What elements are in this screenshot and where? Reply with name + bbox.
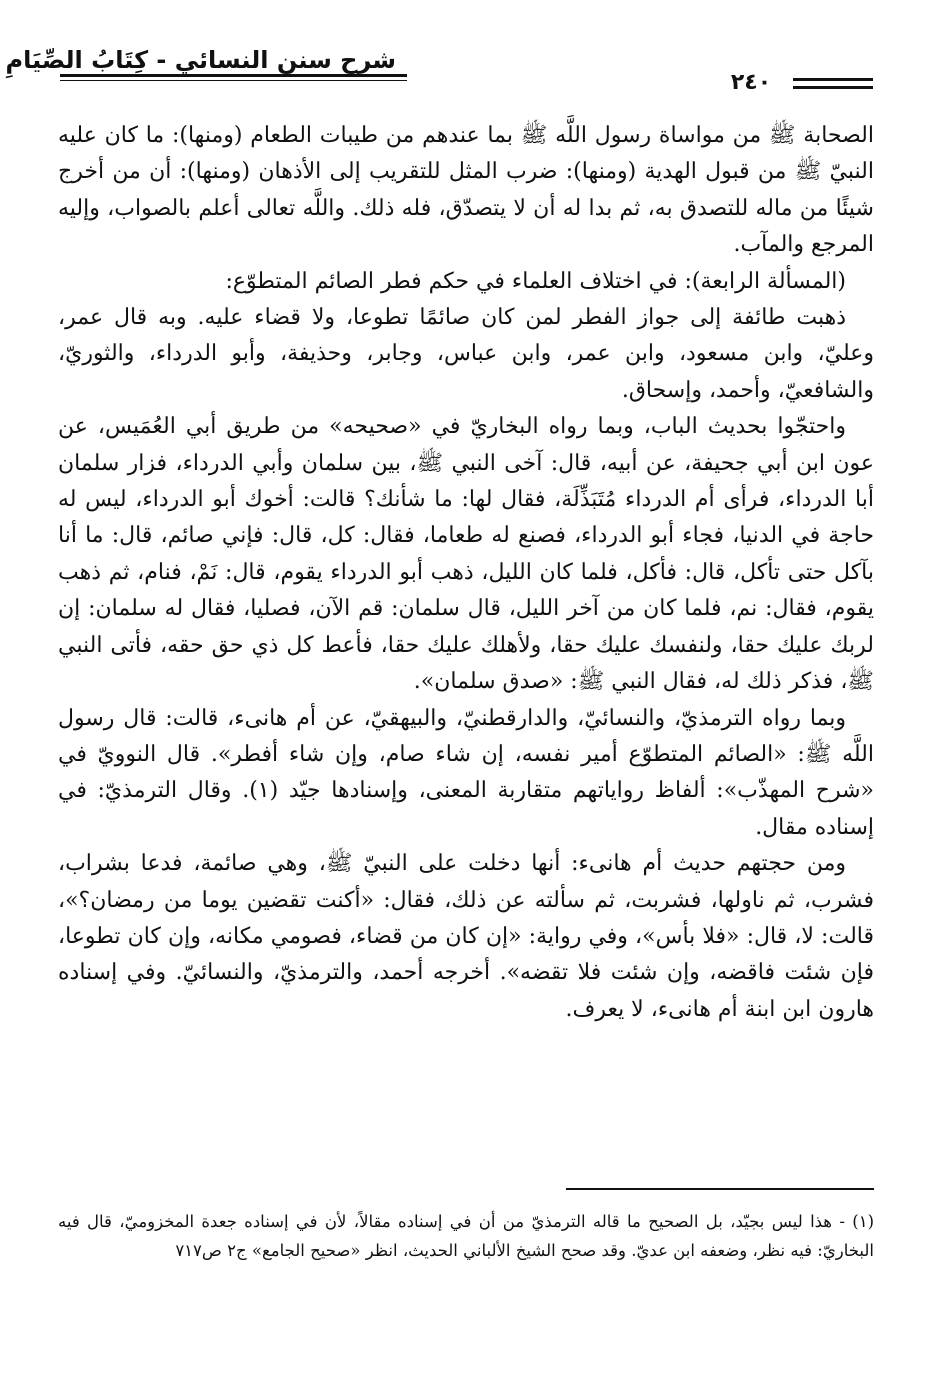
running-title: شرح سنن النسائي - كِتَابُ الصِّيَامِ [5,46,396,74]
page-number-rule-lower [793,86,873,89]
paragraph: الصحابة ﷺ من مواساة رسول اللَّه ﷺ بما عندهم من طيبات الطعام (ومنها): ما كان عليه النبيّ ﷺ من قبول الهدية (ومنها): ضرب المثل للتقريب إلى الأذهان (ومنها): أن من أخرج شيئًا من ماله للتصدق به، ثم بدا له أن لا يتصدّق، فله ذلك. واللَّه تعالى أعلم بالصواب، وإليه المرجع والمآب. [58,123,874,258]
paragraph: واحتجّوا بحديث الباب، وبما رواه البخاريّ في «صحيحه» من طريق أبي العُمَيس، عن عون ابن أبي جحيفة، عن أبيه، قال: آخى النبي ﷺ، بين سلمان وأبي الدرداء، فزار سلمان أبا الدرداء، فرأى أم الدرداء مُتَبَذِّلَة، فقال لها: ما شأنك؟ قالت: أخوك أبو الدرداء، ليس له حاجة في الدنيا، فجاء أبو الدرداء، فصنع له طعاما، فقال: كل، قال: فإني صائم، قال: ما أنا بآكل حتى تأكل، قال: فأكل، فلما كان الليل، ذهب أبو الدرداء يقوم، قال: نَمْ، فنام، ثم ذهب يقوم، فقال: نم، فلما كان من آخر الليل، قال سلمان: قم الآن، فصليا، فقال له سلمان: إن لربك عليك حقا، ولنفسك عليك حقا، ولأهلك عليك حقا، فأعط كل ذي حق حقه، فأتى النبي ﷺ، فذكر ذلك له، فقال النبي ﷺ: «صدق سلمان». [58,414,874,695]
header-rule-thin [60,80,407,81]
footnotes [58,1208,874,1265]
footnote-separator [566,1188,874,1190]
main-text [58,118,874,1028]
header-rule [60,74,407,77]
section-heading: (المسألة الرابعة): في اختلاف العلماء في حكم فطر الصائم المتطوّع: [225,268,846,294]
paragraph: ذهبت طائفة إلى جواز الفطر لمن كان صائمًا تطوعا، ولا قضاء عليه. وبه قال عمر، وعليّ، وابن مسعود، وابن عمر، وابن عباس، وجابر، وحذيفة، وأبو الدرداء، والثوريّ، والشافعيّ، وأحمد، وإسحاق. [58,305,874,403]
page-number: ٢٤٠ [730,70,772,95]
footnote: (١) - هذا ليس بجيّد، بل الصحيح ما قاله الترمذيّ من أن في إسناده مقالاً، لأن في إسناده جعدة المخزوميّ، قال فيه البخاريّ: فيه نظر، وضعفه ابن عديّ. وقد صحح الشيخ الألباني الحديث، انظر «صحيح الجامع» ج٢ ص٧١٧ [58,1212,874,1260]
page-number-rule-upper [793,78,873,81]
paragraph: ومن حجتهم حديث أم هانىء: أنها دخلت على النبيّ ﷺ، وهي صائمة، فدعا بشراب، فشرب، ثم ناولها، فشربت، ثم سألته عن ذلك، فقال: «أكنت تقضين يوما من رمضان؟»، قالت: لا، قال: «فلا بأس»، وفي رواية: «إن كان من قضاء، فصومي مكانه، وإن كان تطوعا، فإن شئت فاقضه، وإن شئت فلا تقضه». أخرجه أحمد، والترمذيّ، والنسائيّ. وفي إسناده هارون ابن ابنة أم هانىء، لا يعرف. [58,851,874,1022]
paragraph: وبما رواه الترمذيّ، والنسائيّ، والدارقطنيّ، والبيهقيّ، عن أم هانىء، قالت: قال رسول اللَّه ﷺ: «الصائم المتطوّع أمير نفسه، إن شاء صام، وإن شاء أفطر». قال النوويّ في «شرح المهذّب»: ألفاظ رواياتهم متقاربة المعنى، وإسنادها جيّد (١). وقال الترمذيّ: في إسناده مقال. [58,705,875,840]
